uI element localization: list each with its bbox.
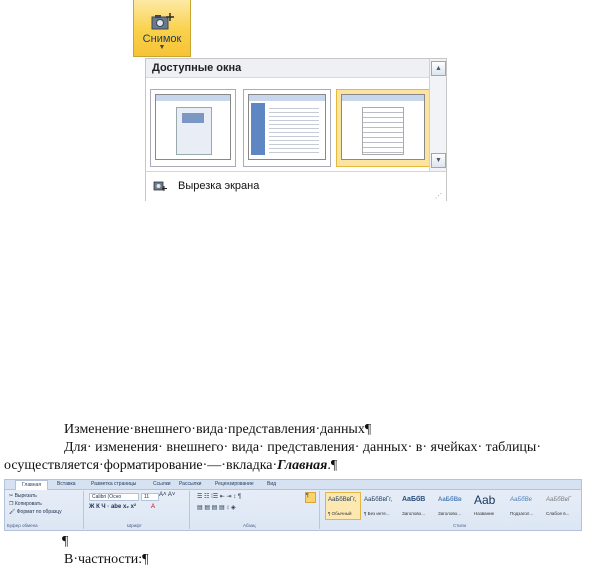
style-name: ¶ Обычный [328,511,352,516]
doc-paragraph-line2 [4,458,591,474]
format-painter-button[interactable]: 🖌 Формат по образцу [9,509,62,515]
tab-view[interactable]: Вид [267,481,277,487]
doc-paragraph-line1: Для· изменения· внешнего· вида· представления· данных· в· ячейках· таблицы· [64,440,541,455]
camera-icon [150,10,176,32]
style-subtitle[interactable] [507,492,543,520]
doc-paragraph-text: осуществляется·форматирование·—·вкладка· [4,458,278,473]
style-sample: Aab [474,493,496,507]
style-no-spacing[interactable] [361,492,399,520]
style-title[interactable] [471,492,507,520]
font-group-label: Шрифт [127,523,142,528]
style-normal[interactable] [325,492,361,520]
doc-bold-tab-name: Главная [277,458,328,473]
doc-heading: Изменение·внешнего·вида·представления·данных¶ [64,422,372,437]
available-windows-header: Доступные окна [146,59,430,78]
screen-clipping-item[interactable] [146,171,446,202]
style-subtle-emphasis[interactable] [543,492,577,520]
tab-home[interactable]: Главная [15,480,48,490]
font-name-select[interactable]: Calibri (Осно [89,493,139,501]
dropdown-scrollbar[interactable] [429,59,446,171]
ribbon-tabs [5,480,581,490]
show-marks-icon[interactable]: ¶ [305,492,316,503]
tab-mailings[interactable]: Рассылки [179,481,202,487]
style-name: Подзагол... [510,511,534,516]
doc-paragraph-end: .¶ [327,458,338,473]
style-heading-2[interactable] [435,492,471,520]
divider [189,491,190,529]
style-name: ¶ Без инте... [364,511,390,516]
divider [319,491,320,529]
style-sample: AaБбВе [510,497,532,503]
scroll-up-icon[interactable]: ▲ [431,61,446,76]
resize-grip-icon[interactable]: ⋰ [435,193,442,200]
window-thumbnail-1[interactable] [150,89,236,167]
doc-empty-paragraph: ¶ [62,534,69,549]
align-buttons[interactable]: ▤ ▤ ▤ ▤ ↕ ◈ [197,505,236,511]
ribbon-home-tab [4,479,582,531]
cut-label: Вырезать [14,493,37,499]
grow-font-icon[interactable]: A˄ A˅ [159,492,176,498]
screenshot-button[interactable] [133,0,191,57]
cut-button[interactable]: ✂ Вырезать [9,493,37,499]
paragraph-group-label: Абзац [243,523,256,528]
style-sample: AaБбВвГг, [328,497,357,503]
tab-references[interactable]: Ссылки [153,481,171,487]
font-format-buttons[interactable]: Ж К Ч · abe x₂ x² [89,504,136,510]
styles-group-label: Стили [453,523,466,528]
chevron-down-icon: ▼ [158,44,166,51]
window-thumbnail-2[interactable] [243,89,331,167]
copy-label: Копировать [14,501,42,507]
doc-last-line: В·частности:¶ [64,552,149,567]
tab-insert[interactable]: Вставка [57,481,76,487]
clipboard-group-label: Буфер обмена [7,523,38,528]
tab-review[interactable]: Рецензирование [215,481,254,487]
style-name: Заголово... [402,511,425,516]
style-sample: AaБбВв [438,497,462,503]
copy-button[interactable]: ❐ Копировать [9,501,42,507]
style-sample: AaБбВвГ [546,497,572,503]
screen-clipping-label: Вырезка экрана [178,180,260,192]
format-painter-label: Формат по образцу [16,509,62,515]
style-sample: AaБбВ [402,496,426,503]
list-buttons[interactable]: ☰ ☷ ⁞☰ ⇤ ⇥ ↕ ¶ [197,494,242,500]
style-name: Слабое в... [546,511,570,516]
style-name: Заголово... [438,511,461,516]
window-thumbnail-3[interactable] [336,89,430,167]
tab-page-layout[interactable]: Разметка страницы [91,481,137,487]
font-size-select[interactable]: 11 [141,493,159,501]
font-color-icon[interactable]: A [151,504,156,510]
available-windows-dropdown [145,58,447,201]
style-heading-1[interactable] [399,492,435,520]
style-name: Название [474,511,495,516]
scroll-down-icon[interactable]: ▼ [431,153,446,168]
style-sample: AaБбВвГг, [364,497,393,503]
divider [83,491,84,529]
screenshot-label: Снимок [142,33,182,45]
screen-clipping-icon [153,180,167,192]
